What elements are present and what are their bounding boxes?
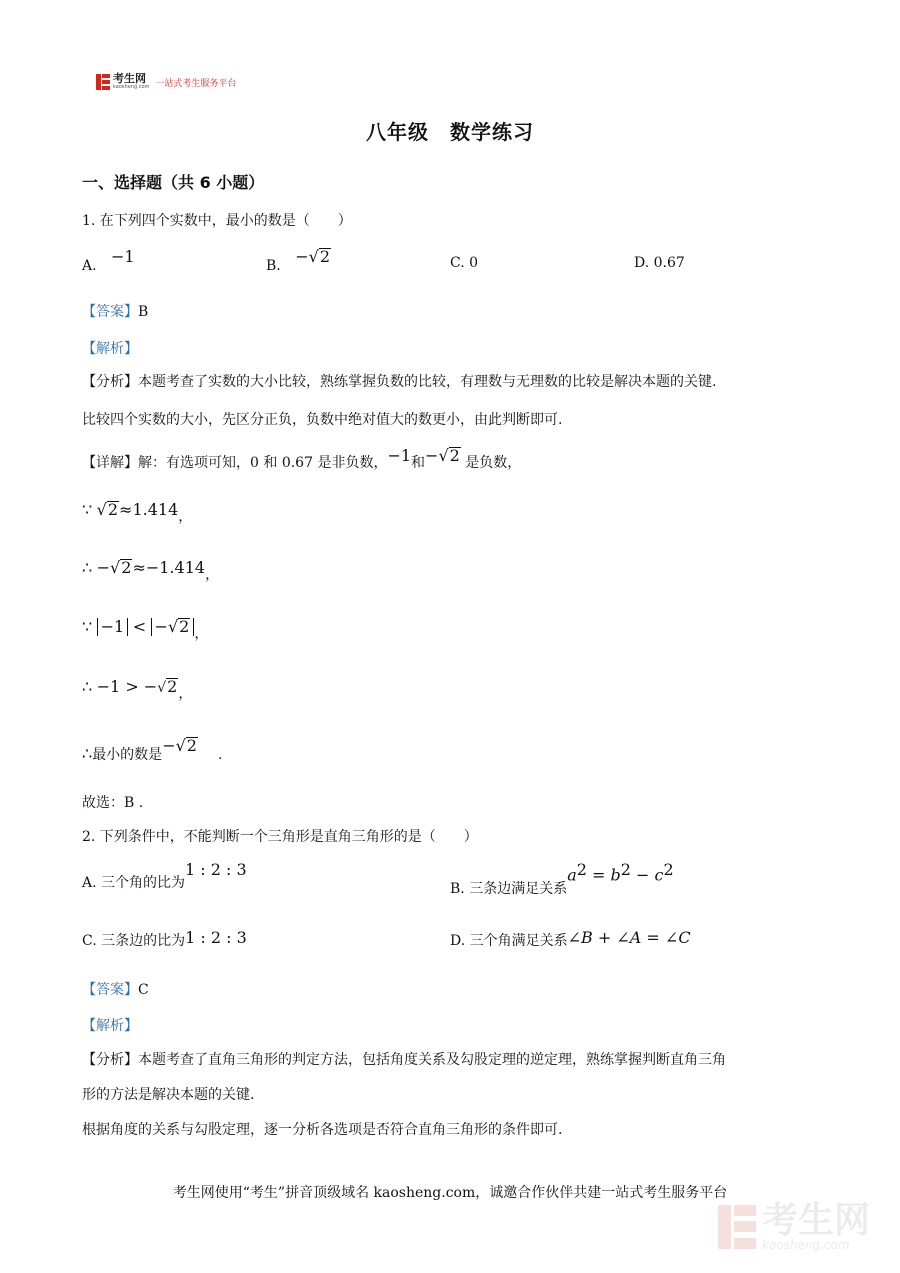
q2-option-c-label: C. 三条边的比为 bbox=[82, 933, 186, 949]
q2-answer bbox=[82, 979, 149, 999]
exp: 2 bbox=[576, 860, 587, 879]
therefore-symbol: ∴ bbox=[82, 744, 93, 763]
q1-option-d: D. 0.67 bbox=[634, 255, 685, 271]
q1-step-5 bbox=[82, 736, 223, 763]
logo-icon bbox=[96, 74, 110, 90]
minus-sign: − bbox=[162, 736, 176, 755]
radicand: 2 bbox=[449, 446, 460, 465]
q1-step-3 bbox=[82, 617, 209, 642]
q2-option-d-label: D. 三个角满足关系 bbox=[450, 933, 568, 949]
less-than: < bbox=[132, 617, 147, 636]
q1-step-1 bbox=[82, 500, 193, 525]
comma: ， bbox=[194, 626, 209, 642]
approx-value: ≈−1.414 bbox=[132, 558, 206, 577]
logo-name: 考生网 bbox=[113, 72, 146, 85]
logo-slogan: 一站式考生服务平台 bbox=[155, 78, 237, 89]
equals: = bbox=[586, 865, 611, 885]
watermark-icon bbox=[718, 1205, 756, 1249]
q1-fenxi-line1 bbox=[82, 371, 716, 391]
answer-label: 【答案】 bbox=[82, 982, 138, 998]
section-heading: 一、选择题（共 6 小题） bbox=[82, 173, 265, 192]
q1-option-a-label: A. bbox=[82, 258, 97, 274]
detail-neg: 是负数， bbox=[465, 455, 522, 471]
q1-detail-line bbox=[82, 446, 522, 472]
neg-sqrt2-expr: −√2 bbox=[96, 558, 132, 577]
detail-text: 解：有选项可知， bbox=[138, 455, 250, 471]
q2-stem: 2. 下列条件中，不能判断一个三角形是直角三角形的是（ ） bbox=[82, 829, 478, 845]
fenxi-label: 【分析】 bbox=[82, 374, 138, 390]
watermark-domain: kaosheng.com bbox=[762, 1238, 850, 1252]
q1-option-a bbox=[82, 247, 135, 274]
detail-nonneg: 是非负数， bbox=[317, 455, 388, 471]
minus-sign: − bbox=[295, 247, 309, 266]
q2-fenxi-line3: 根据角度的关系与勾股定理，逐一分析各选项是否符合直角三角形的条件即可. bbox=[82, 1122, 563, 1138]
q1-analysis-label: 【解析】 bbox=[82, 341, 138, 357]
q1-option-c: C. 0 bbox=[450, 255, 479, 271]
detail-067: 0.67 bbox=[281, 455, 313, 471]
q2-option-c-math: 1 : 2 : 3 bbox=[185, 928, 247, 947]
var-c: c bbox=[654, 865, 664, 885]
q2-option-d-math: ∠B + ∠A = ∠C bbox=[567, 928, 691, 947]
q1-fenxi-line2: 比较四个实数的大小，先区分正负，负数中绝对值大的数更小，由此判断即可. bbox=[82, 412, 563, 428]
logo-wordmark bbox=[113, 74, 149, 90]
answer-label: 【答案】 bbox=[82, 304, 138, 320]
detail-and: 和 bbox=[263, 455, 278, 471]
radicand: 2 bbox=[179, 617, 190, 636]
q1-option-b-label: B. bbox=[266, 258, 281, 274]
q2-option-a-math: 1 : 2 : 3 bbox=[185, 860, 247, 879]
minus-sign: − bbox=[425, 446, 439, 465]
minus-sign: − bbox=[154, 617, 168, 636]
q2-option-d bbox=[450, 928, 691, 948]
minus-sign: − bbox=[96, 558, 111, 577]
q2-fenxi-line2: 形的方法是解决本题的关键. bbox=[82, 1087, 255, 1103]
detail-and-2: 和 bbox=[411, 455, 426, 471]
detail-label: 【详解】 bbox=[82, 455, 138, 471]
therefore-symbol: ∴ bbox=[82, 677, 93, 696]
therefore-symbol: ∴ bbox=[82, 558, 93, 577]
comma: ， bbox=[178, 509, 193, 525]
radicand: 2 bbox=[167, 677, 178, 696]
abs-minus-one: −1 bbox=[97, 618, 129, 636]
watermark-wordmark bbox=[762, 1200, 871, 1252]
q1-option-b-value: −√2 bbox=[295, 247, 330, 266]
q1-choose: 故选：B . bbox=[82, 795, 144, 811]
q1-option-a-value: −1 bbox=[111, 247, 135, 266]
q2-option-c bbox=[82, 928, 247, 948]
exp: 2 bbox=[620, 860, 631, 879]
var-a: a bbox=[567, 865, 577, 885]
q2-fenxi-line1 bbox=[82, 1049, 726, 1069]
watermark-name: 考生网 bbox=[762, 1200, 871, 1241]
q2-option-a-label: A. 三个角的比为 bbox=[82, 875, 186, 891]
q1-option-b bbox=[266, 247, 331, 274]
watermark-logo bbox=[718, 1200, 871, 1252]
detail-zero: 0 bbox=[250, 455, 259, 471]
q2-analysis-label: 【解析】 bbox=[82, 1018, 138, 1034]
smallest-text: 最小的数是 bbox=[92, 747, 163, 763]
comma: ， bbox=[178, 686, 193, 702]
comma: ， bbox=[205, 567, 220, 583]
fenxi-label: 【分析】 bbox=[82, 1052, 138, 1068]
page-footer: 考生网使用“考生”拼音顶级域名 kaosheng.com，诚邀合作伙伴共建一站式考生服务平台 bbox=[172, 1185, 728, 1201]
q2-option-b bbox=[450, 860, 674, 897]
q1-step-4: ∴ −1 > −√2， bbox=[82, 677, 193, 702]
answer-value: B bbox=[138, 304, 149, 320]
page-title: 八年级 数学练习 bbox=[366, 120, 534, 144]
var-b: b bbox=[610, 865, 621, 885]
exp: 2 bbox=[663, 860, 674, 879]
header-logo bbox=[96, 72, 236, 92]
period: . bbox=[217, 747, 223, 763]
detail-neg-sqrt2: −√2 bbox=[425, 446, 460, 465]
fenxi-text: 本题考查了直角三角形的判定方法，包括角度关系及勾股定理的逆定理，熟练掌握判断直角三角 bbox=[138, 1052, 726, 1068]
q2-option-b-label: B. 三条边满足关系 bbox=[450, 880, 568, 897]
q2-option-a bbox=[82, 860, 247, 891]
radicand: 2 bbox=[107, 500, 119, 519]
because-symbol: ∵ bbox=[82, 500, 93, 519]
abs-neg-sqrt2: −√2 bbox=[151, 618, 195, 636]
detail-minus-one: −1 bbox=[387, 446, 412, 465]
q1-step-2 bbox=[82, 558, 220, 583]
neg-sqrt2-expr: −√2 bbox=[162, 736, 197, 755]
minus: − bbox=[630, 865, 655, 885]
approx-value: ≈1.414 bbox=[119, 500, 179, 519]
radicand: 2 bbox=[319, 247, 330, 266]
q1-stem: 1. 在下列四个实数中，最小的数是（ ） bbox=[82, 213, 352, 229]
radicand: 2 bbox=[186, 736, 197, 755]
answer-value: C bbox=[138, 982, 149, 998]
fenxi-text: 本题考查了实数的大小比较，熟练掌握负数的比较，有理数与无理数的比较是解决本题的关键. bbox=[138, 374, 717, 390]
sqrt2-expr: √2 bbox=[96, 500, 119, 519]
logo-domain: kaosheng.com bbox=[113, 84, 150, 90]
radicand: 2 bbox=[121, 558, 132, 577]
q1-answer bbox=[82, 301, 148, 321]
because-symbol: ∵ bbox=[82, 617, 93, 636]
inequality-expr: −1 > − bbox=[96, 677, 158, 696]
